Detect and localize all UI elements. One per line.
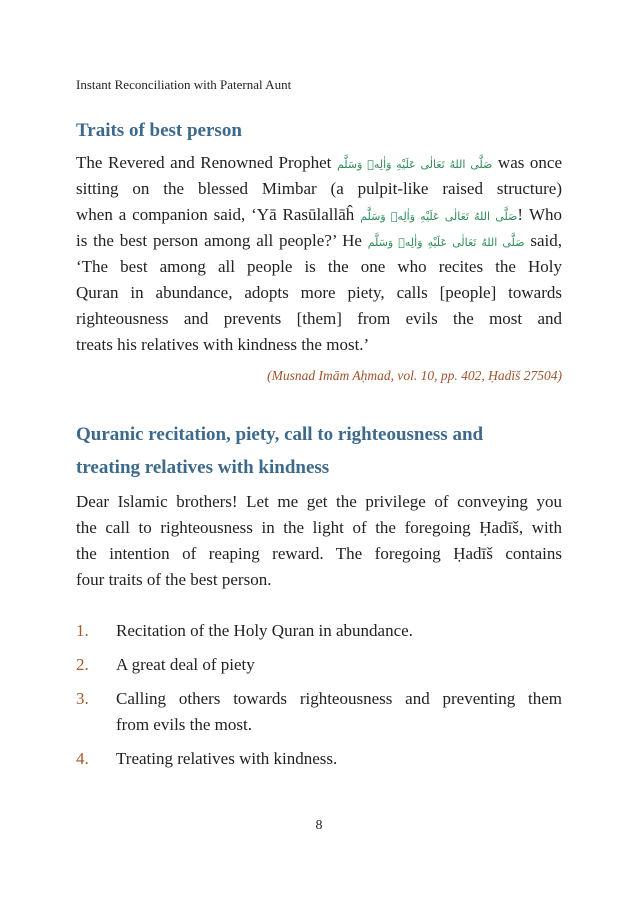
list-text: Calling others towards righteousness and preventing them [116, 689, 562, 708]
para-line: treats his relatives with kindness the most.’ [76, 335, 370, 354]
para-line: the call to righteousness in the light of the foregoing Ḥadīš, with [76, 518, 562, 537]
salawat-calligraphy: صَلَّى اللهُ تَعَالٰى عَلَيْهِ وَاٰلِهٖ وَسَلَّم [336, 158, 493, 171]
para-line: when a companion said, ‘Yā Rasūlallāĥ صَلَّى اللهُ تَعَالٰى عَلَيْهِ وَاٰلِهٖ وَسَلَّم! Who [76, 205, 562, 224]
section-heading-quranic-line2: treating relatives with kindness [76, 457, 330, 478]
list-number: 4. [76, 749, 89, 768]
para-line: ‘The best among all people is the one who recites the Holy [76, 257, 562, 276]
list-number: 3. [76, 689, 89, 708]
para-line: the intention of reaping reward. The foregoing Ḥadīš contains [76, 544, 562, 563]
list-text: Recitation of the Holy Quran in abundance. [116, 621, 413, 640]
salawat-calligraphy: صَلَّى اللهُ تَعَالٰى عَلَيْهِ وَاٰلِهٖ وَسَلَّم [367, 236, 525, 249]
salawat-calligraphy: صَلَّى اللهُ تَعَالٰى عَلَيْهِ وَاٰلِهٖ وَسَلَّم [360, 210, 518, 223]
para-line: Dear Islamic brothers! Let me get the privilege of conveying you [76, 492, 562, 511]
para-line: The Revered and Renowned Prophet صَلَّى اللهُ تَعَالٰى عَلَيْهِ وَاٰلِهٖ وَسَلَّم was once [76, 153, 562, 172]
para-line: Quran in abundance, adopts more piety, calls [people] towards [76, 283, 562, 302]
section-heading-quranic-line1: Quranic recitation, piety, call to righteousness and [76, 424, 484, 445]
list-text: A great deal of piety [116, 655, 255, 674]
list-text: from evils the most. [116, 715, 252, 734]
list-number: 1. [76, 621, 89, 640]
para-line: righteousness and prevents [them] from evils the most and [76, 309, 562, 328]
para-line: four traits of the best person. [76, 570, 272, 589]
para-line: is the best person among all people?’ He صَلَّى اللهُ تَعَالٰى عَلَيْهِ وَاٰلِهٖ وَسَلَّم said, [76, 231, 563, 250]
para-line: sitting on the blessed Mimbar (a pulpit-like raised structure) [76, 179, 562, 198]
section-heading-traits: Traits of best person [76, 120, 242, 141]
list-number: 2. [76, 655, 89, 674]
hadith-citation: (Musnad Imām Aḥmad, vol. 10, pp. 402, Ḥadīš 27504) [267, 368, 562, 383]
section1-paragraph [76, 150, 562, 358]
list-text: Treating relatives with kindness. [116, 749, 338, 768]
page-number: 8 [315, 818, 323, 833]
section2-paragraph [76, 489, 562, 593]
running-header: Instant Reconciliation with Paternal Aunt [76, 77, 292, 92]
